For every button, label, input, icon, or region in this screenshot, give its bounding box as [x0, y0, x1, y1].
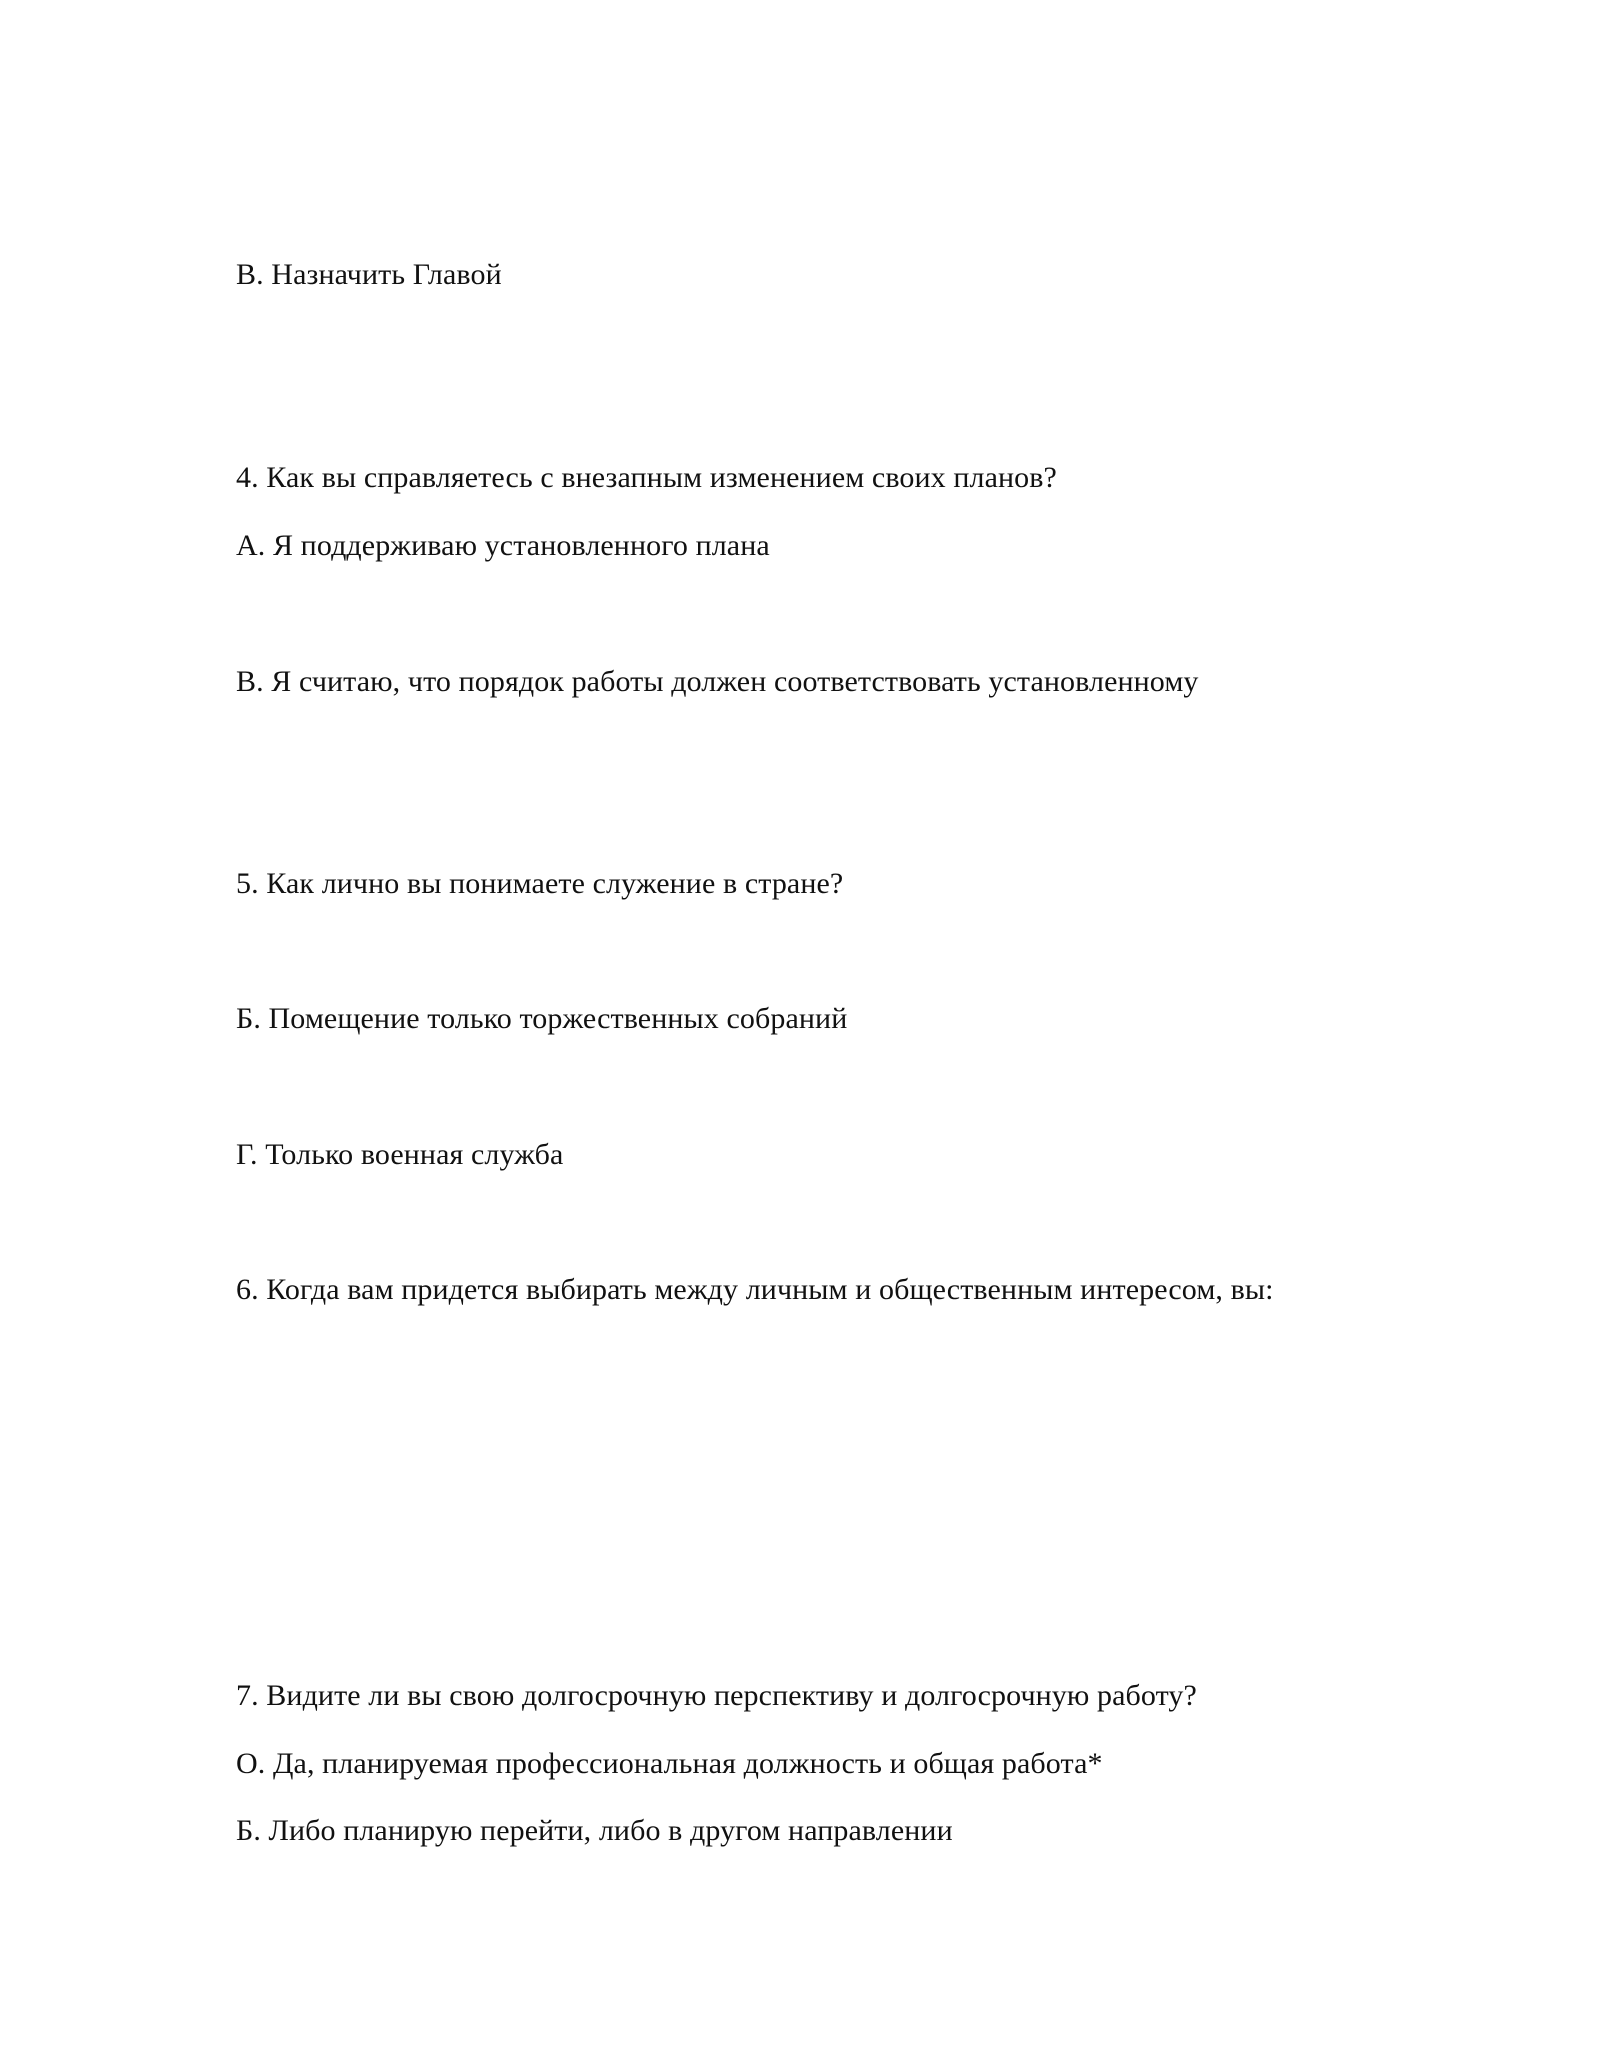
question-7: 7. Видите ли вы свою долгосрочную перспективу и долгосрочную работу? — [236, 1679, 1197, 1712]
answer-option-v-q4: В. Я считаю, что порядок работы должен соответствовать установленному — [236, 665, 1199, 698]
answer-option-v-q3: В. Назначить Главой — [236, 258, 502, 291]
answer-option-a-q4: А. Я поддерживаю установленного плана — [236, 529, 770, 562]
answer-option-b-q5: Б. Помещение только торжественных собраний — [236, 1002, 848, 1035]
answer-option-g-q5: Г. Только военная служба — [236, 1138, 564, 1171]
question-6: 6. Когда вам придется выбирать между личным и общественным интересом, вы: — [236, 1273, 1274, 1306]
answer-option-o-q7: О. Да, планируемая профессиональная должность и общая работа* — [236, 1747, 1103, 1780]
question-4: 4. Как вы справляетесь с внезапным изменением своих планов? — [236, 461, 1057, 494]
question-5: 5. Как лично вы понимаете служение в стране? — [236, 867, 844, 900]
answer-option-b-q7: Б. Либо планирую перейти, либо в другом направлении — [236, 1814, 953, 1847]
